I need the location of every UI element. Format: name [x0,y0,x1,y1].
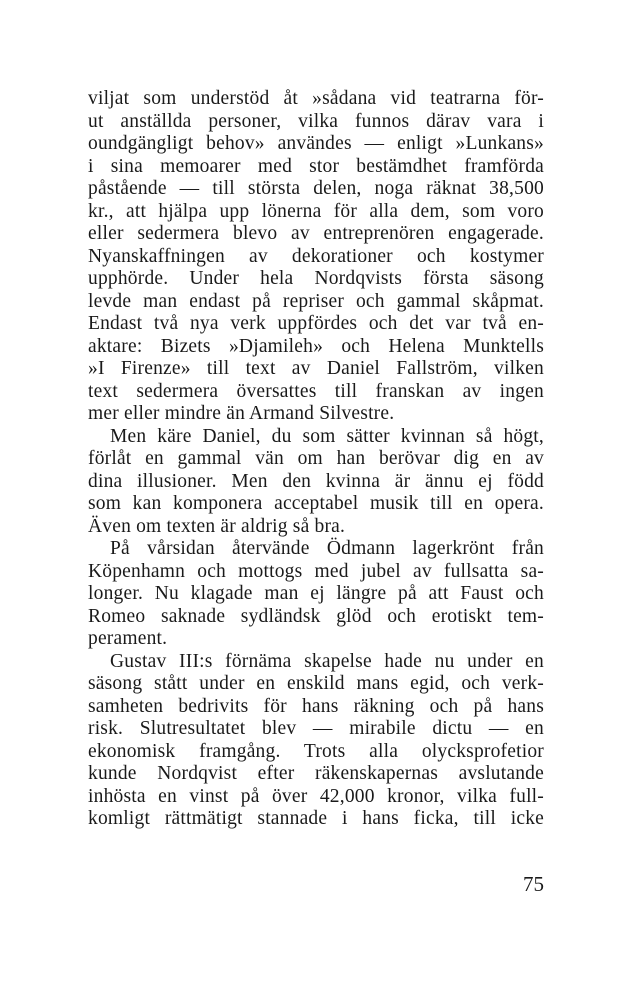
text-line: i sina memoarer med stor bestämdhet framförda [88,155,544,177]
text-line: perament. [88,628,168,649]
body-text [88,88,544,831]
text-line: kr., att hjälpa upp lönerna för alla dem, som voro [88,200,544,222]
text-line: mer eller mindre än Armand Silvestre. [88,403,395,424]
page-number: 75 [523,872,544,896]
text-line: komligt rättmätigt stannade i hans ficka, till icke [88,808,544,829]
text-line: säsong stått under en enskild mans egid, och verk- [88,673,544,694]
text-line: text sedermera översattes till franskan av ingen [88,380,544,402]
text-line: inhösta en vinst på över 42,000 kronor, vilka full- [88,785,544,807]
text-line: risk. Slutresultatet blev — mirabile dictu — en [88,718,544,739]
text-line: aktare: Bizets »Djamileh» och Helena Munktells [88,335,544,357]
text-line: oundgängligt behov» användes — enligt »Lunkans» [88,133,544,154]
text-line: På vårsidan återvände Ödmann lagerkrönt från [110,538,544,559]
text-line: Gustav III:s förnäma skapelse hade nu under en [110,650,544,672]
text-line: Endast två nya verk uppfördes och det var två en- [88,313,544,334]
text-line: Nyanskaffningen av dekorationer och kostymer [88,245,544,267]
text-line: eller sedermera blevo av entreprenören engagerade. [88,223,544,244]
text-line: ut anställda personer, vilka funnos därav vara i [88,110,544,132]
text-line: samheten bedrivits för hans räkning och på hans [88,695,544,717]
text-line: förlåt en gammal vän om han berövar dig en av [88,448,544,469]
text-line: upphörde. Under hela Nordqvists första säsong [88,268,544,289]
text-line: longer. Nu klagade man ej längre på att Faust och [88,583,544,604]
text-line: viljat som understöd åt »sådana vid teatrarna för- [88,88,544,109]
text-line: som kan komponera acceptabel musik till en opera. [88,493,544,514]
text-line: Köpenhamn och mottogs med jubel av fullsatta sa- [88,560,544,582]
text-line: Romeo saknade sydländsk glöd och erotiskt tem- [88,605,544,627]
text-line: påstående — till största delen, noga räknat 38,500 [88,178,544,199]
text-line: ekonomisk framgång. Trots alla olycksprofetior [88,740,544,762]
text-line: Men käre Daniel, du som sätter kvinnan så högt, [110,425,544,447]
text-line: levde man endast på repriser och gammal skåpmat. [88,290,544,312]
text-line: kunde Nordqvist efter räkenskapernas avslutande [88,763,544,784]
text-line: Även om texten är aldrig så bra. [88,515,346,537]
text-line: dina illusioner. Men den kvinna är ännu ej född [88,470,544,492]
text-line: »I Firenze» till text av Daniel Fallström, vilken [88,358,544,379]
